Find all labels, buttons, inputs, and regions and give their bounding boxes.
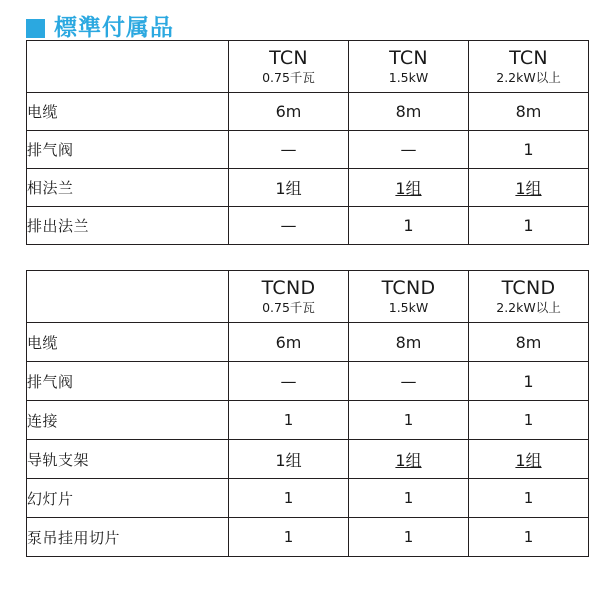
model-name: TCND bbox=[501, 276, 556, 299]
row-value-1: 1 bbox=[229, 479, 349, 518]
column-header-3 bbox=[469, 41, 589, 93]
row-value-3: 1组 bbox=[469, 169, 589, 207]
row-label: 排气阀 bbox=[27, 362, 229, 401]
table-row bbox=[27, 93, 589, 131]
table-row bbox=[27, 479, 589, 518]
row-value-2: — bbox=[349, 131, 469, 169]
row-label: 连接 bbox=[27, 401, 229, 440]
row-value-2: 1 bbox=[349, 518, 469, 557]
table-container-tcnd bbox=[26, 270, 588, 557]
row-value-2: 8m bbox=[349, 93, 469, 131]
row-value-1: 1组 bbox=[229, 169, 349, 207]
row-value-3: 1 bbox=[469, 479, 589, 518]
row-value-1: — bbox=[229, 362, 349, 401]
model-power: 1.5kW bbox=[388, 69, 429, 85]
table-row bbox=[27, 362, 589, 401]
row-value-2: 1 bbox=[349, 401, 469, 440]
table-header-row bbox=[27, 271, 589, 323]
model-name: TCN bbox=[389, 46, 428, 69]
row-value-3: 8m bbox=[469, 93, 589, 131]
row-value-3: 1 bbox=[469, 131, 589, 169]
model-power: 2.2kW以上 bbox=[496, 69, 561, 85]
model-name: TCND bbox=[381, 276, 436, 299]
column-header-3 bbox=[469, 271, 589, 323]
model-power: 0.75千瓦 bbox=[262, 299, 315, 315]
row-value-3: 1 bbox=[469, 207, 589, 245]
row-value-2: 1 bbox=[349, 207, 469, 245]
row-value-3: 1 bbox=[469, 401, 589, 440]
square-bullet-icon bbox=[26, 19, 45, 38]
row-value-1: 1 bbox=[229, 401, 349, 440]
row-value-2: — bbox=[349, 362, 469, 401]
table-row bbox=[27, 207, 589, 245]
row-value-1: — bbox=[229, 131, 349, 169]
model-power: 0.75千瓦 bbox=[262, 69, 315, 85]
table-corner-cell bbox=[27, 271, 229, 323]
row-value-2: 8m bbox=[349, 323, 469, 362]
model-name: TCND bbox=[261, 276, 316, 299]
model-name: TCN bbox=[509, 46, 548, 69]
row-label: 幻灯片 bbox=[27, 479, 229, 518]
spec-table-tcnd bbox=[26, 270, 589, 557]
model-name: TCN bbox=[269, 46, 308, 69]
table-row bbox=[27, 323, 589, 362]
row-value-3: 1 bbox=[469, 362, 589, 401]
row-value-1: — bbox=[229, 207, 349, 245]
table-corner-cell bbox=[27, 41, 229, 93]
row-value-3: 1 bbox=[469, 518, 589, 557]
row-label: 泵吊挂用切片 bbox=[27, 518, 229, 557]
page-title: 標準付属品 bbox=[54, 14, 174, 41]
row-value-3: 1组 bbox=[469, 440, 589, 479]
column-header-2 bbox=[349, 41, 469, 93]
row-value-2: 1组 bbox=[349, 440, 469, 479]
table-row bbox=[27, 518, 589, 557]
table-header-row bbox=[27, 41, 589, 93]
table-row bbox=[27, 131, 589, 169]
row-value-1: 1 bbox=[229, 518, 349, 557]
row-value-3: 8m bbox=[469, 323, 589, 362]
section-heading bbox=[0, 0, 616, 40]
column-header-1 bbox=[229, 271, 349, 323]
model-power: 2.2kW以上 bbox=[496, 299, 561, 315]
table-row bbox=[27, 169, 589, 207]
row-label: 相法兰 bbox=[27, 169, 229, 207]
row-label: 电缆 bbox=[27, 93, 229, 131]
row-label: 排出法兰 bbox=[27, 207, 229, 245]
row-value-1: 1组 bbox=[229, 440, 349, 479]
row-label: 排气阀 bbox=[27, 131, 229, 169]
table-row bbox=[27, 440, 589, 479]
row-value-1: 6m bbox=[229, 323, 349, 362]
row-value-2: 1组 bbox=[349, 169, 469, 207]
table-row bbox=[27, 401, 589, 440]
row-value-1: 6m bbox=[229, 93, 349, 131]
model-power: 1.5kW bbox=[388, 299, 429, 315]
row-label: 电缆 bbox=[27, 323, 229, 362]
row-label: 导轨支架 bbox=[27, 440, 229, 479]
row-value-2: 1 bbox=[349, 479, 469, 518]
column-header-1 bbox=[229, 41, 349, 93]
spec-table-tcn bbox=[26, 40, 589, 245]
column-header-2 bbox=[349, 271, 469, 323]
table-container-tcn bbox=[26, 40, 588, 245]
